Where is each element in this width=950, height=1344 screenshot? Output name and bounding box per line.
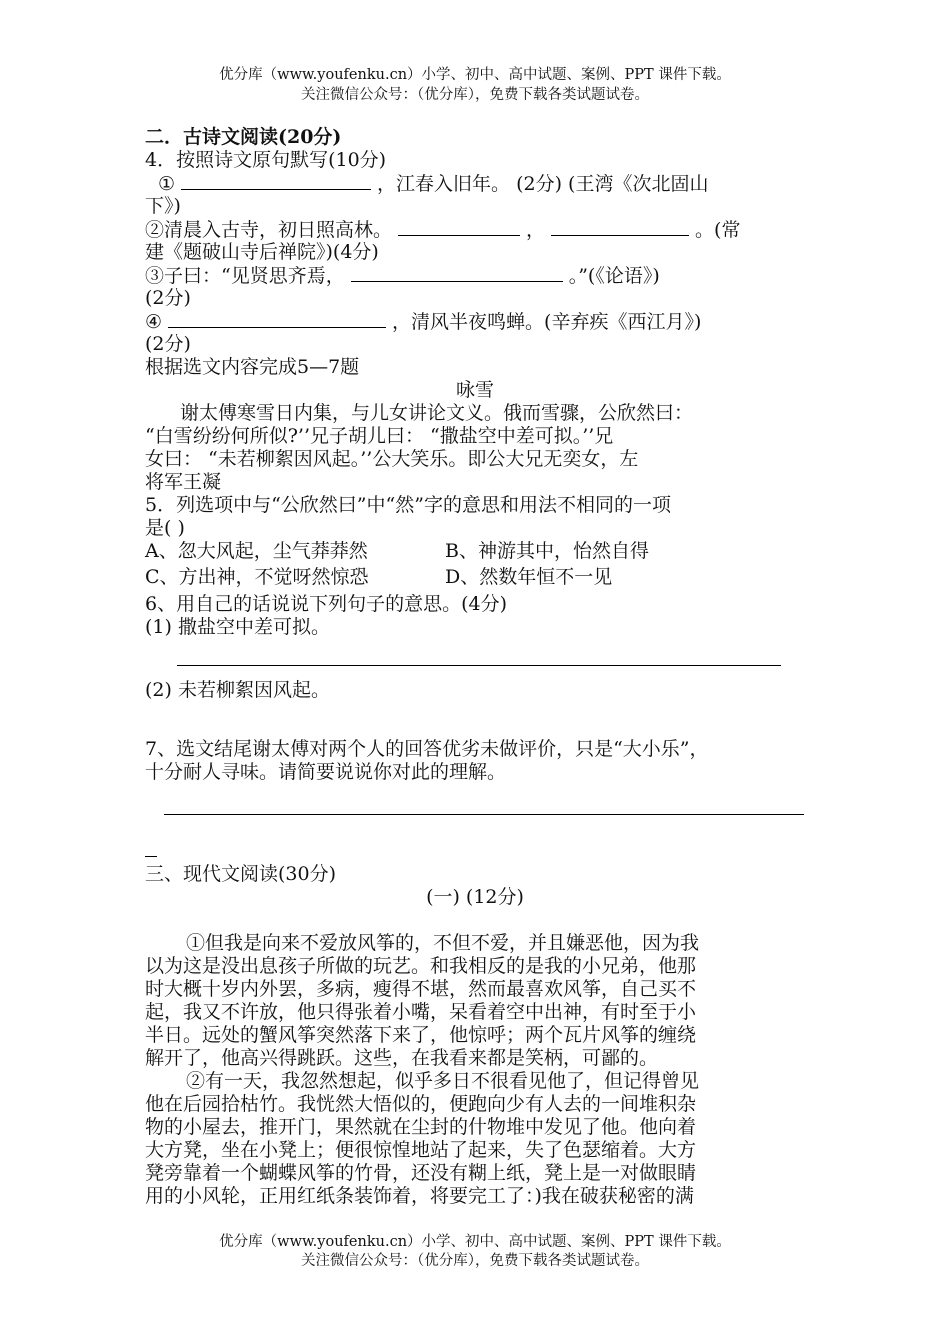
q4-item-1-text: ，江春入旧年。 (2分) (王湾《次北固山	[377, 173, 709, 195]
q4-item-3-cont: (2分)	[145, 287, 191, 309]
para-1-line-6: 解开了，他高兴得跳跃。这些，在我看来都是笑柄，可鄙的。	[145, 1047, 659, 1069]
q7-line-1: 7、选文结尾谢太傅对两个人的回答优劣未做评价，只是“大小乐”，	[145, 738, 709, 760]
section-3-subtitle: (一) (12分)	[426, 886, 524, 908]
q4-item-4-text: ，清风半夜鸣蝉。(辛弃疾《西江月》)	[392, 311, 702, 333]
para-1-line-3: 时大概十岁内外罢，多病，瘦得不堪，然而最喜欢风筝，自己买不	[145, 978, 697, 1000]
passage-line-2: “白雪纷纷何所似?’’兄子胡儿曰： “撒盐空中差可拟。’’兄	[145, 425, 614, 447]
q4-item-1-cont: 下》)	[145, 195, 181, 217]
q7-answer-line[interactable]	[164, 814, 804, 815]
para-2-line-3: 物的小屋去，推开门，果然就在尘封的什物堆中发见了他。他向着	[145, 1116, 697, 1138]
passage-title: 咏雪	[455, 379, 494, 401]
q6-stem: 6、用自己的话说说下列句子的意思。(4分)	[145, 593, 508, 615]
passage-line-4: 将军王凝	[145, 471, 222, 493]
q4-item-2-cont: 建《题破山寺后禅院》)(4分)	[145, 241, 379, 263]
para-1-line-4: 起，我又不许放，他只得张着小嘴，呆看着空中出神，有时至于小	[145, 1001, 697, 1023]
q5-option-a[interactable]: A、忽大风起，尘气莽莽然	[145, 540, 368, 562]
q4-item-1-blank[interactable]	[181, 171, 371, 190]
para-1-line-2: 以为这是没出息孩子所做的玩艺。和我相反的是我的小兄弟，他那	[145, 955, 697, 977]
q6-item-2: (2) 未若柳絮因风起。	[145, 679, 330, 701]
q5-option-d[interactable]: D、然数年恒不一见	[445, 566, 613, 588]
q4-item-3-blank[interactable]	[351, 263, 563, 282]
page-footer-line-1: 优分库（www.youfenku.cn）小学、初中、高中试题、案例、PPT 课件下载。	[219, 1234, 731, 1250]
q5-stem-1: 5．列选项中与“公欣然曰”中“然”字的意思和用法不相同的一项	[145, 494, 671, 516]
section-2-title: 二．古诗文阅读(20分)	[145, 126, 342, 148]
section-3-mark	[145, 856, 157, 857]
q4-item-1-prefix: ①	[158, 173, 176, 195]
passage-line-1: 谢太傅寒雪日内集，与儿女讲论文义。俄而雪骤，公欣然曰：	[180, 402, 694, 424]
para-2-line-6: 用的小风轮，正用红纸条装饰着，将要完工了：)我在破获秘密的满	[145, 1185, 694, 1207]
q4-item-3-tail: 。”(《论语》)	[568, 265, 660, 287]
q6-answer-line-1[interactable]	[177, 665, 781, 666]
q4-item-3	[145, 263, 660, 288]
para-2-line-5: 凳旁靠着一个蝴蝶风筝的竹骨，还没有糊上纸，凳上是一对做眼睛	[145, 1162, 697, 1184]
q4-item-2-blank-1[interactable]	[398, 217, 520, 236]
para-2-line-1: ②有一天，我忽然想起，似乎多日不很看见他了，但记得曾见	[186, 1070, 700, 1092]
page-header-line-1: 优分库（www.youfenku.cn）小学、初中、高中试题、案例、PPT 课件下载。	[219, 67, 731, 83]
q6-item-1: (1) 撒盐空中差可拟。	[145, 616, 330, 638]
q4-item-2-sep: ，	[526, 219, 546, 241]
reading-instruction: 根据选文内容完成5—7题	[145, 356, 360, 378]
q4-title: 4．按照诗文原句默写(10分)	[145, 149, 387, 171]
passage-line-3: 女曰： “未若柳絮因风起。’’公大笑乐。即公大兄无奕女，左	[145, 448, 639, 470]
para-2-line-2: 他在后园拾枯竹。我恍然大悟似的，便跑向少有人去的一间堆积杂	[145, 1093, 697, 1115]
q4-item-2-blank-2[interactable]	[551, 217, 689, 236]
q7-line-2: 十分耐人寻味。请简要说说你对此的理解。	[145, 761, 507, 783]
page-footer-line-2: 关注微信公众号：（优分库），免费下载各类试题试卷。	[301, 1253, 649, 1269]
q4-item-1	[158, 171, 708, 196]
q4-item-4-cont: (2分)	[145, 333, 191, 355]
q4-item-4-prefix: ④	[145, 311, 163, 333]
q4-item-4-blank[interactable]	[168, 309, 386, 328]
page-header-line-2: 关注微信公众号：（优分库），免费下载各类试题试卷。	[301, 87, 649, 103]
q4-item-2-tail: 。(常	[695, 219, 741, 241]
q4-item-2	[145, 217, 740, 242]
q4-item-4	[145, 309, 701, 334]
q5-option-b[interactable]: B、神游其中，怡然自得	[445, 540, 649, 562]
q4-item-3-text: ③子曰：“见贤思齐焉，	[145, 265, 345, 287]
section-3-title: 三、现代文阅读(30分)	[145, 863, 337, 885]
q5-option-c[interactable]: C、方出神，不觉呀然惊恐	[145, 566, 369, 588]
q5-stem-2: 是( )	[145, 517, 185, 539]
para-1-line-5: 半日。远处的蟹风筝突然落下来了，他惊呼；两个瓦片风筝的缠绕	[145, 1024, 697, 1046]
para-2-line-4: 大方凳，坐在小凳上；便很惊惶地站了起来，失了色瑟缩着。大方	[145, 1139, 697, 1161]
para-1-line-1: ①但我是向来不爱放风筝的，不但不爱，并且嫌恶他，因为我	[186, 932, 700, 954]
q4-item-2-text: ②清晨入古寺，初日照高林。	[145, 219, 393, 241]
